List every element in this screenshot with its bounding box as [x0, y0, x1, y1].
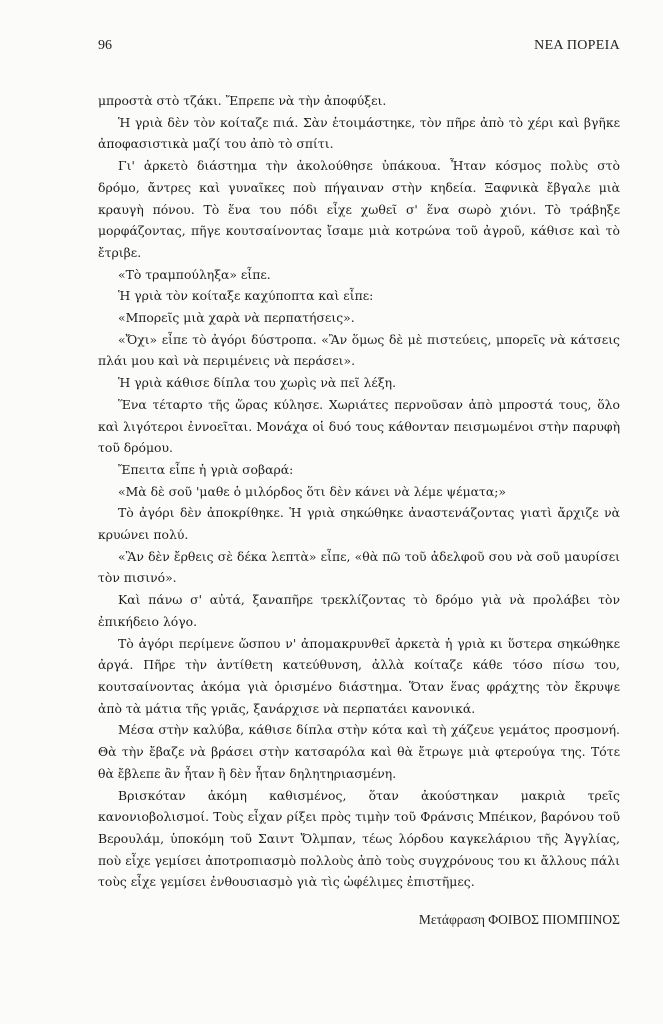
paragraph: Τὸ ἀγόρι περίμενε ὥσπου ν' ἀπομακρυνθεῖ ἀρκετὰ ἡ γριὰ κι ὕστερα σηκώθηκε ἀργά. Πῆρε τὴν ἀντίθετη κατεύθυνση, ἀλλὰ κοίταζε κάθε τόσο πίσω του, κουτσαίνοντας ἀκόμα γιὰ ὁρισμένο διάστημα. Ὅταν ἕνας φράχτης τὸν ἔκρυψε ἀπὸ τὰ μάτια τῆς γριᾶς, ξανάρχισε νὰ περπατάει κανονικά. — [98, 635, 620, 716]
paragraph: Ἡ γριὰ κάθισε δίπλα του χωρὶς νὰ πεῖ λέξη. — [118, 375, 397, 391]
paragraph: Ἔπειτα εἶπε ἡ γριὰ σοβαρά: — [118, 461, 294, 477]
paragraph: Γι' ἀρκετὸ διάστημα τὴν ἀκολούθησε ὑπάκουα. Ἦταν κόσμος πολὺς στὸ δρόμο, ἄντρες καὶ γυναῖκες ποὺ πήγαιναν στὴν κηδεία. Ξαφνικὰ ἔβγαλε μιὰ κραυγὴ πόνου. Τὸ ἕνα του πόδι εἶχε χωθεῖ σ' ἕνα σωρὸ χιόνι. Τὸ τράβηξε μορφάζοντας, πῆγε κουτσαίνοντας ἴσαμε μιὰ κοτρώνα τοῦ ἀγροῦ, κάθισε καὶ τὸ ἔτριβε. — [98, 158, 620, 260]
page-number: 96 — [98, 38, 112, 53]
running-title: ΝΕΑ ΠΟΡΕΙΑ — [534, 38, 620, 53]
book-page — [98, 0, 620, 1024]
paragraph: Μέσα στὴν καλύβα, κάθισε δίπλα στὴν κότα καὶ τὴ χάζευε γεμάτος προσμονή. Θὰ τὴν ἔβαζε νὰ βράσει στὴν κατσαρόλα καὶ θὰ ἔτρωγε μιὰ φτερούγα της. Τότε θὰ ἔβλεπε ἂν ἦταν ἢ δὲν ἦταν δηλητηριασμένη. — [98, 722, 620, 781]
body-text — [98, 90, 620, 893]
paragraph: Ἕνα τέταρτο τῆς ὥρας κύλησε. Χωριάτες περνοῦσαν ἀπὸ μπροστά τους, ὅλο καὶ λιγότεροι ἐννοεῖται. Μονάχα οἱ δυό τους κάθονταν πεισμωμένοι στὴν παρυφὴ τοῦ δρόμου. — [98, 396, 620, 456]
paragraph: «Μὰ δὲ σοῦ 'μαθε ὁ μιλόρδος ὅτι δὲν κάνει νὰ λέμε ψέματα;» — [118, 483, 506, 499]
translator-signature: Μετάφραση ΦΟΙΒΟΣ ΠΙΟΜΠΙΝΟΣ — [418, 912, 620, 927]
paragraph: «Μπορεῖς μιὰ χαρὰ νὰ περπατήσεις». — [118, 310, 355, 326]
paragraph: «Ἂν δὲν ἔρθεις σὲ δέκα λεπτὰ» εἶπε, «θὰ πῶ τοῦ ἀδελφοῦ σου νὰ σοῦ μαυρίσει τὸν πισινό». — [98, 548, 620, 586]
paragraph: Ἡ γριὰ τὸν κοίταξε καχύποπτα καὶ εἶπε: — [118, 288, 374, 304]
paragraph: μπροστὰ στὸ τζάκι. Ἔπρεπε νὰ τὴν ἀποφύξει. — [98, 93, 387, 108]
paragraph: Ἡ γριὰ δὲν τὸν κοίταζε πιά. Σὰν ἑτοιμάστηκε, τὸν πῆρε ἀπὸ τὸ χέρι καὶ βγῆκε ἀποφασιστικὰ μαζί του ἀπὸ τὸ σπίτι. — [98, 114, 620, 152]
paragraph: Βρισκόταν ἀκόμη καθισμένος, ὅταν ἀκούστηκαν μακριὰ τρεῖς κανονιοβολισμοί. Τοὺς εἶχαν ρίξει πρὸς τιμὴν τοῦ Φράνσις Μπέικον, βαρόνου τοῦ Βερουλάμ, ὑποκόμη τοῦ Σαιντ Ὄλμπαν, τέως λόρδου καγκελάριου τῆς Ἀγγλίας, ποὺ εἶχε γεμίσει ἀποτροπιασμὸ πολλοὺς ἀπὸ τοὺς συγχρόνους του κι ἄλλους πάλι τοὺς εἶχε γεμίσει ἐνθουσιασμὸ γιὰ τὶς ὠφέλιμες ἐπιστῆμες. — [98, 787, 620, 890]
page-header — [98, 38, 620, 56]
paragraph: Τὸ ἀγόρι δὲν ἀποκρίθηκε. Ἡ γριὰ σηκώθηκε ἀναστενάζοντας γιατὶ ἄρχιζε νὰ κρυώνει πολύ. — [98, 505, 620, 543]
paragraph: «Ὄχι» εἶπε τὸ ἀγόρι δύστροπα. «Ἂν ὅμως δὲ μὲ πιστεύεις, μπορεῖς νὰ κάτσεις πλάι μου καὶ νὰ περιμένεις νὰ περάσει». — [98, 331, 620, 369]
paragraph: Καὶ πάνω σ' αὐτά, ξαναπῆρε τρεκλίζοντας τὸ δρόμο γιὰ νὰ προλάβει τὸν ἐπικήδειο λόγο. — [98, 592, 620, 629]
paragraph: «Τὸ τραμπούληξα» εἶπε. — [118, 266, 271, 282]
